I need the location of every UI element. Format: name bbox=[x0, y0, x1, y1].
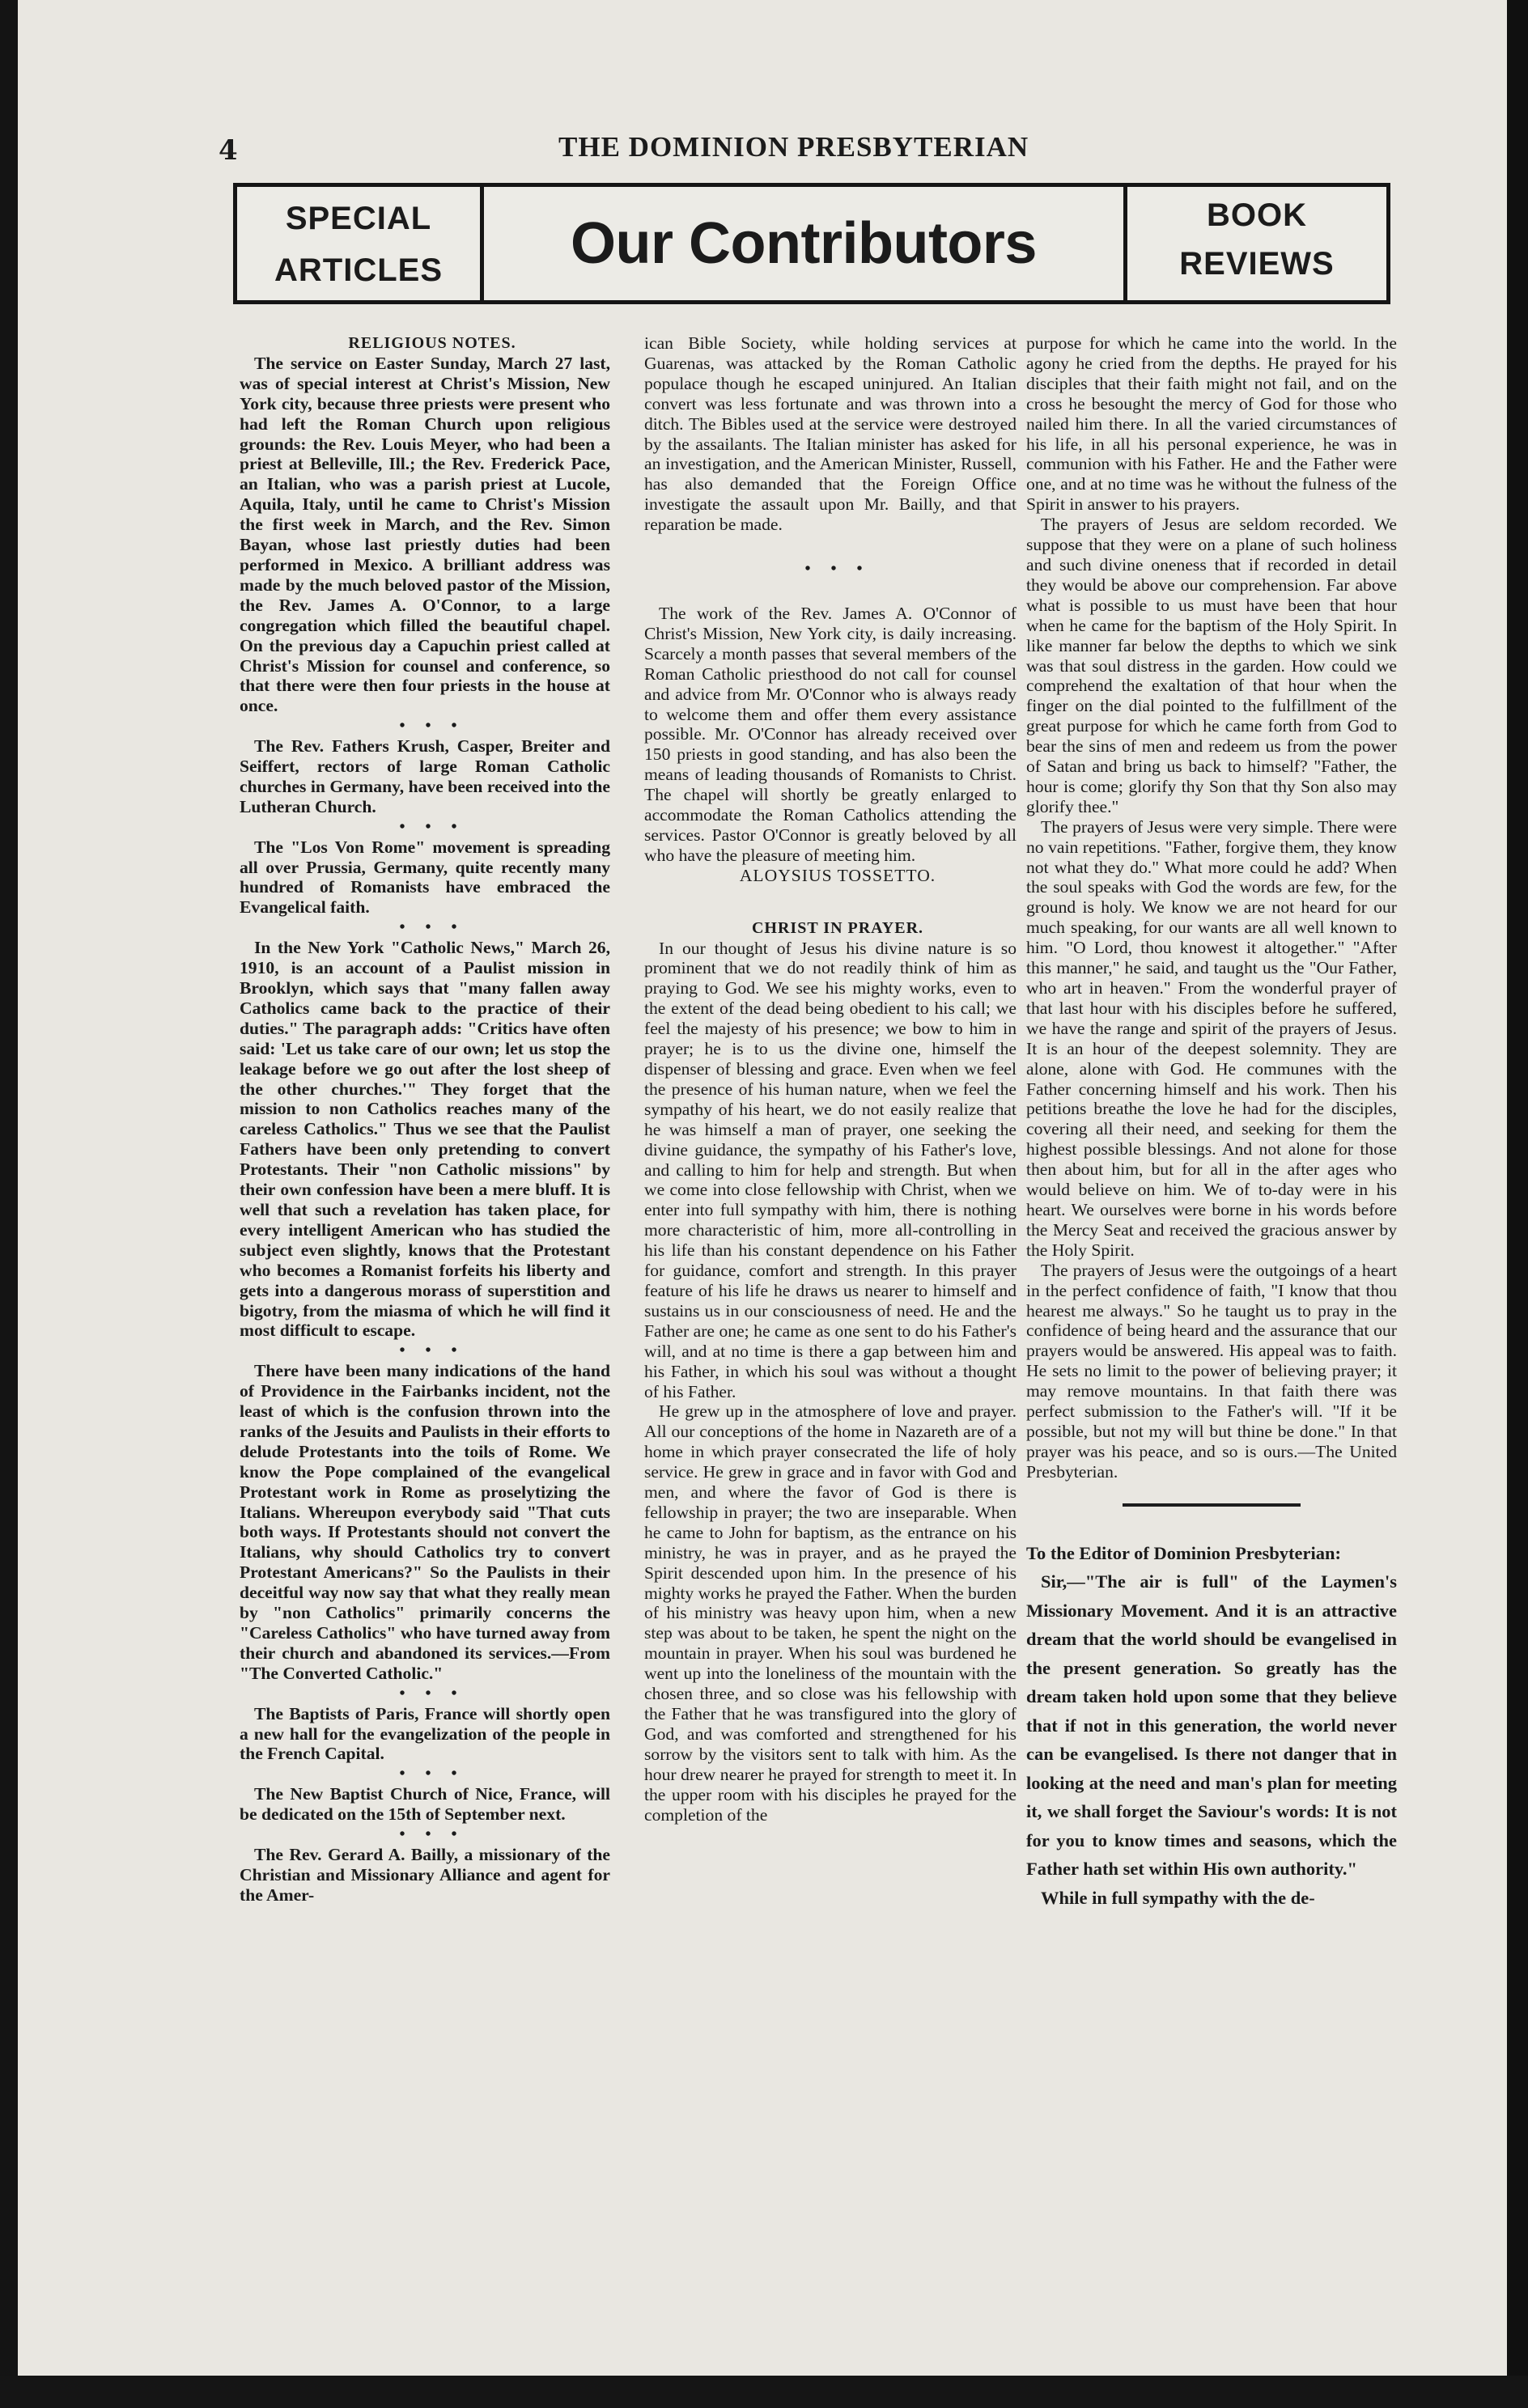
running-head: THE DOMINION PRESBYTERIAN bbox=[558, 131, 1029, 163]
separator-dots: • • • bbox=[804, 560, 871, 579]
article-paragraph: The "Los Von Rome" movement is spreading all over Prussia, Germany, quite recently many hundred of Romanists have embraced the Evangelical faith. bbox=[240, 837, 610, 918]
separator-dots: • • • bbox=[399, 817, 465, 836]
scan-edge-left bbox=[0, 0, 18, 2408]
article-paragraph: In our thought of Jesus his divine nature is so prominent that we do not readily think of him as praying to God. We see his mighty works, even to the extent of the dead being obedient to his call; we feel the majesty of his presence; we bow to him in prayer; he is to us the divine one, himself the dispenser of blessing and grace. Even when we feel the presence of his human nature, when we feel the sympathy of his heart, we do not easily realize that he was himself a man of prayer, one seeking the divine guidance, the sympathy of his Father's love, and calling to him for help and strength. But when we come into close fellowship with Christ, when we enter into full sympathy with him, there is nothing more characteristic of him, more all-controlling in his life than his constant dependence on his Father for guidance, comfort and strength. In this prayer feature of his life he draws us nearer to himself and sustains us in our consciousness of need. He and the Father are one; he came as one sent to do his Father's will, and at no time is there a gap between him and his Father, in which his soul was without a thought of his Father. bbox=[644, 938, 1017, 1401]
article-paragraph: The Baptists of Paris, France will shortly open a new hall for the evangelization of the people in the French Capital. bbox=[240, 1703, 610, 1764]
articles-label: ARTICLES bbox=[274, 252, 443, 288]
article-paragraph: purpose for which he came into the world. In the agony he cried from the depths. He prayed for his disciples that their faith might not fail, and on the cross he besought the mercy of God for those who nailed him there. In all the varied circumstances of his life, in all his personal experience, he was in communion with his Father. He and the Father were one, and at no time was he without the fulness of the Spirit in answer to his prayers. bbox=[1026, 333, 1397, 515]
banner-title: Our Contributors bbox=[571, 211, 1037, 276]
spacer bbox=[644, 886, 1017, 918]
signature: ALOYSIUS TOSSETTO. bbox=[739, 865, 936, 885]
special-label: SPECIAL bbox=[285, 201, 432, 236]
page-number: 4 bbox=[219, 134, 238, 167]
religious-notes-heading: RELIGIOUS NOTES. bbox=[348, 334, 516, 352]
letter-salutation: To the Editor of Dominion Presbyterian: bbox=[1026, 1542, 1341, 1563]
separator-dots: • • • bbox=[399, 1684, 465, 1702]
article-paragraph: The service on Easter Sunday, March 27 last, was of special interest at Christ's Mission, New York city, because three priests were present who had left the Roman Church upon religious grounds: the Rev. Louis Meyer, who had been a priest at Belleville, Ill.; the Rev. Frederick Pace, an Italian, who was a parish priest at Lucole, Aquila, Italy, until he came to Christ's Mission the first week in March, and the Rev. Simon Bayan, whose last priestly duties had been performed in Mexico. A brilliant address was made by the much beloved pastor of the Mission, the Rev. James A. O'Connor, to a large congregation which filled the beautiful chapel. On the previous day a Capuchin priest called at Christ's Mission for counsel and conference, so that there were then four priests in the house at once. bbox=[240, 353, 610, 716]
column-1 bbox=[240, 333, 610, 1906]
article-paragraph: In the New York "Catholic News," March 26, 1910, is an account of a Paulist mission in Brooklyn, which says that "many fallen away Catholics came back to the practice of their duties." The paragraph adds: "Critics have often said: 'Let us take care of our own; let us stop the leakage before we go out after the lost sheep of the other churches.'" They forget that the mission to non Catholics reaches many of the careless Catholics." Thus we see that the Paulist Fathers have been only pretending to convert Protestants. Their "non Catholic missions" by their own confession have been a mere bluff. It is well that such a revelation has taken place, for every intelligent American who has studied the subject even slightly, knows that the Protestant who becomes a Romanist forfeits his liberty and gets into a dangerous morass of superstition and bigotry, from the miasma of which he will find it most difficult to escape. bbox=[240, 938, 610, 1341]
separator-dots: • • • bbox=[399, 918, 465, 937]
column-3 bbox=[1026, 333, 1397, 1912]
article-paragraph: The Rev. Gerard A. Bailly, a missionary of the Christian and Missionary Alliance and agent for the Amer- bbox=[240, 1844, 610, 1905]
book-label: BOOK bbox=[1207, 197, 1307, 233]
article-paragraph: The prayers of Jesus were very simple. There were no vain repetitions. "Father, forgive them, they know not what they do." What more could he add? When the soul speaks with God the words are few, for the ground is holy. We know we are not heard for our much speaking, for our wants are all well known to him. "O Lord, thou knowest it altogether." "After this manner," he said, and taught us the "Our Father, who art in heaven." From the wonderful prayer of that last hour with his disciples before he suffered, we have the range and spirit of the prayers of Jesus. It is an hour of the deepest solemnity. They are alone, alone with God. He communes with the Father concerning himself and his work. Then his petitions breathe the love he had for the disciples, covering all their need, and seeking for them the highest possible blessings. And not alone for those then about him, but for all in the after ages who would believe on him. We of to-day were in his heart. We ourselves were borne in his words before the Mercy Seat and received the gracious answer by the Holy Spirit. bbox=[1026, 816, 1397, 1260]
article-paragraph: The work of the Rev. James A. O'Connor of Christ's Mission, New York city, is daily increasing. Scarcely a month passes that several members of the Roman Catholic priesthood do not call for counsel and advice from Mr. O'Connor who is always ready to welcome them and offer them every assistance possible. Mr. O'Connor has already received over 150 priests in good standing, and has also been the means of leading thousands of Romanists to Christ. The chapel will shortly be greatly enlarged to accommodate the Roman Catholics attending the services. Pastor O'Connor is greatly beloved by all who have the pleasure of meeting him. bbox=[644, 603, 1017, 865]
article-paragraph: ican Bible Society, while holding services at Guarenas, was attacked by the Roman Catholic populace though he escaped uninjured. An Italian convert was less fortunate and was thrown into a ditch. The Bibles used at the service were destroyed by the assailants. The Italian minister has asked for an investigation, and the American Minister, Russell, has also demanded that the Foreign Office investigate the assault upon Mr. Bailly, and that reparation be made. bbox=[644, 333, 1017, 535]
book-reviews-box bbox=[1123, 187, 1386, 300]
special-articles-box bbox=[237, 187, 484, 300]
christ-in-prayer-heading: CHRIST IN PRAYER. bbox=[751, 918, 924, 937]
separator-dots: • • • bbox=[399, 1825, 465, 1844]
article-paragraph: The prayers of Jesus were the outgoings of a heart in the perfect confidence of faith, "I know that thou hearest me always." So he taught us to pray in the confidence of being heard and the assurance that our prayers would be answered. His appeal was to faith. He sets no limit to the power of believing prayer; it may remove mountains. In that faith there was perfect submission to the Father's will. "If it be possible, but not my will but thine be done." In that prayer was his peace, and so is ours.—The United Presbyterian. bbox=[1026, 1260, 1397, 1482]
separator-dots: • • • bbox=[399, 1765, 465, 1783]
letter-paragraph: Sir,—"The air is full" of the Laymen's Missionary Movement. And it is an attractive dream that the world should be evangelised in the present generation. So greatly has the dream taken hold upon some that they believe that if not in this generation, the world never can be evangelised. Is there not danger that in looking at the need and man's plan for meeting it, we shall forget the Saviour's words: It is not for you to know times and seasons, which the Father hath set within His own authority." bbox=[1026, 1571, 1397, 1880]
scan-edge-right bbox=[1507, 0, 1528, 2408]
separator-dots: • • • bbox=[399, 1342, 465, 1360]
article-paragraph: The New Baptist Church of Nice, France, will be dedicated on the 15th of September next. bbox=[240, 1784, 610, 1825]
separator-dots: • • • bbox=[399, 717, 465, 736]
article-paragraph: There have been many indications of the hand of Providence in the Fairbanks incident, not the least of which is the confusion thrown into the ranks of the Jesuits and Paulists in their efforts to delude Protestants into the toils of Rome. We know the Pope complained of the evangelical Protestant work in Rome as proselytizing the Italians. Whereupon everybody said "That cuts both ways. If Protestants should not convert the Italians, why should Catholics try to convert Protestant Americans?" So the Paulists in their deceitful way now say that what they really mean by "non Catholics" primarily concerns the "Careless Catholics" who have turned away from their church and abandoned its services.—From "The Converted Catholic." bbox=[240, 1361, 610, 1683]
reviews-label: REVIEWS bbox=[1179, 246, 1335, 282]
article-paragraph: The Rev. Fathers Krush, Casper, Breiter and Seiffert, rectors of large Roman Catholic churches in Germany, have been received into the Lutheran Church. bbox=[240, 736, 610, 816]
column-2 bbox=[644, 333, 1017, 1825]
section-banner bbox=[233, 183, 1390, 304]
section-divider bbox=[1123, 1503, 1301, 1507]
letter-paragraph: While in full sympathy with the de- bbox=[1041, 1887, 1315, 1908]
article-paragraph: He grew up in the atmosphere of love and prayer. All our conceptions of the home in Nazareth are of a home in which prayer consecrated the life of holy service. He grew in grace and in favor with God and men, and where the favor of God is there is fellowship in prayer; the two are inseparable. When he came to John for baptism, as the entrance on his ministry, he was in prayer, and as he prayed the Spirit descended upon him. In the presence of his mighty works he prayed the Father. When the burden of his ministry was heavy upon him, when a new step was about to be taken, he spent the night on the mountain in prayer. When his soul was burdened he went up into the loneliness of the mountain with the chosen three, and so close was his fellowship with the Father that he was transfigured into the glory of God, and was comforted and strengthened for his sorrow by the visitors sent to talk with him. As the hour drew nearer he prayed for strength to meet it. In the upper room with his disciples he prayed for the completion of the bbox=[644, 1401, 1017, 1825]
article-paragraph: The prayers of Jesus are seldom recorded. We suppose that they were on a plane of such holiness and such divine oneness that if recorded in detail they would be above our comprehension. Far above what is possible to us must have been that hour when he came for the baptism of the Holy Spirit. In like manner far below the depths to which we sink was that soul distress in the garden. How could we comprehend the exaltation of that hour when the finger on the dial pointed to the fulfillment of the great purpose for which he came forth from God to bear the sins of men and redeem us from the power of Satan and bring us back to himself? "Father, the hour is come; glorify thy Son that thy Son also may glorify thee." bbox=[1026, 515, 1397, 816]
scan-edge-bottom bbox=[0, 2376, 1528, 2408]
